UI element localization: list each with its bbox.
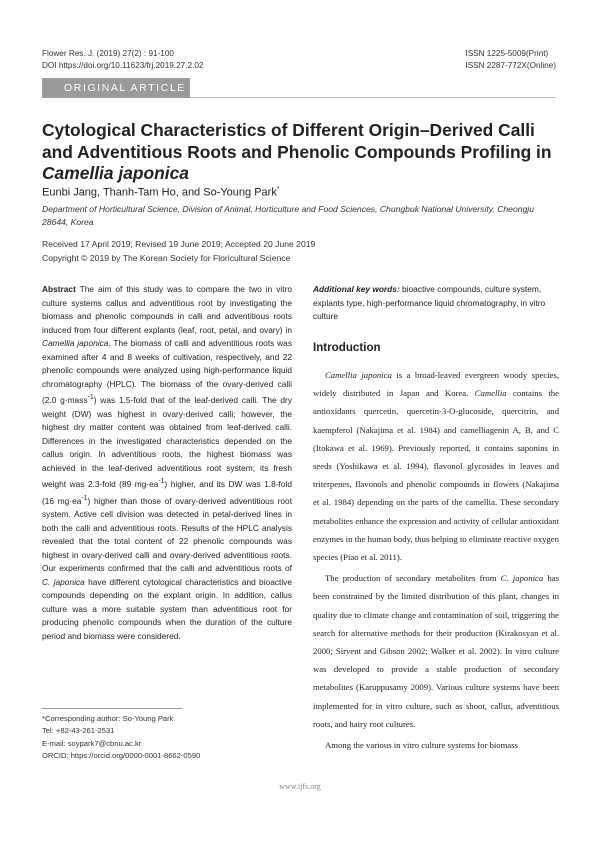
journal-citation: Flower Res. J. (2019) 27(2) : 91-100 — [42, 49, 174, 58]
abstract-text: ) higher, and its DW was 1.8-fold (16 mg·ea — [42, 479, 292, 506]
intro-text: is a broad-leaved evergreen woody species, widely distributed in Japan and Korea. — [313, 370, 559, 399]
intro-species: C. japonica — [500, 573, 544, 584]
intro-text: contains the antioxidants quercetin, quercetin-3-O-glucoside, quercitrin, and kaempferol (Nakajima et al. 1984) and camelliagenin A, B, and C (Itokawa et al. 1969). Previously reported, it contains saponins in seeds (Yoshikawa et al. 1994), flavonol glycosides in leaves and triterpenes, flavonols and phenolic compounds in flowers (Nakajima et al. 1984) depending on the parts of the camellia. These secondary metabolites enhance the expression and activity of cellular antioxidant enzymes in the human body, thus helping to eliminate reactive oxygen species (Piao et al. 2011). — [313, 388, 559, 563]
intro-paragraph — [313, 366, 559, 566]
abstract-superscript: -1 — [87, 394, 94, 402]
introduction-body — [313, 366, 559, 754]
key-words — [313, 283, 559, 324]
affiliation: Department of Horticultural Science, Division of Animal, Horticulture and Food Sciences, Chungbuk National University, Cheongju 28644, Korea — [42, 204, 534, 227]
intro-species: Camellia — [474, 388, 507, 399]
intro-species: Camellia japonica — [325, 370, 392, 380]
issn-print: ISSN 1225-5009(Print) — [465, 49, 549, 58]
journal-header — [42, 48, 203, 71]
key-words-label: Additional key words: — [313, 284, 400, 294]
abstract-label: Abstract — [42, 284, 76, 294]
received-revised-accepted: Received 17 April 2019; Revised 19 June 2019; Accepted 20 June 2019 — [42, 239, 316, 249]
abstract-text: . The biomass of calli and adventitious roots was examined after 4 and 8 weeks of cultivation, respectively, and 22 phenolic compounds were analyzed using high-performance liquid chromatography (HPLC). The biomass of the ovary-derived calli (2.0 g·mass — [42, 338, 292, 406]
key-words-text: bioactive compounds, culture system, explants type, high-performance liquid chromatography, in vitro culture — [313, 284, 546, 322]
abstract-superscript: -1 — [81, 494, 88, 502]
article-dates — [42, 238, 315, 265]
email[interactable]: E-mail: soypark7@cbnu.ac.kr — [42, 738, 142, 748]
intro-paragraph: Among the various in vitro culture systems for biomass — [325, 740, 519, 751]
paper-title — [42, 120, 562, 185]
author-names: Eunbi Jang, Thanh-Tam Ho, and So-Young Park — [42, 186, 277, 199]
abstract-text: have different cytological characteristics and bioactive compounds depending on the explant origin. In addition, callus culture was a more suitable system than adventitious root for producing phenolic compounds when the duration of the culture period and biomass were considered. — [42, 576, 292, 642]
corresponding-mark: * — [276, 186, 280, 193]
orcid[interactable]: ORCID: https://orcid.org/0000-0001-8662-0590 — [42, 750, 201, 760]
corresponding-author: *Corresponding author: So-Young Park — [42, 714, 174, 723]
introduction-heading: Introduction — [313, 341, 381, 354]
title-text: Cytological Characteristics of Different Origin–Derived Calli and Adventitious Roots and Phenolic Compounds Profiling in — [42, 120, 552, 162]
article-type-badge: ORIGINAL ARTICLE — [42, 78, 190, 98]
author-list — [42, 186, 280, 199]
intro-text: has been constrained by the limited distribution of this plant, changes in quality due to climate change and contamination of soil, triggering the search for alternative methods for their production (Kirakosyan et al. 2000; Sirvent and Gibson 2002; Walker et al. 2002). In vitro culture was developed to provide a stable production of secondary metabolites (Karuppusamy 2009). Various culture systems have been implemented for in vitro culture, such as shoot, callus, adventitious roots, and hairy root cultures. — [313, 573, 559, 729]
abstract-text: ) was 1.5-fold that of the leaf-derived calli. The dry weight (DW) was highest in ovary-derived calli; however, the highest dry matter content was obtained from leaf-derived calli. Differences in the investigated characteristics depended on the callus origin. In adventitious roots, the highest biomass was achieved in the leaf-derived adventitious root system; its fresh weight was 2.3-fold (89 mg·ea — [42, 395, 292, 490]
phone: Tel: +82-43-261-2531 — [42, 726, 115, 736]
title-species: Camellia japonica — [42, 163, 189, 183]
intro-paragraph — [313, 569, 559, 733]
footnote — [42, 713, 200, 762]
abstract-species: Camellia japonica — [42, 338, 109, 349]
header-divider — [190, 97, 556, 98]
abstract-text: The aim of this study was to compare the two in vitro culture systems callus and adventitious root by investigating the biomass and phenolic compounds in calli and adventitious roots induced from four different explants (leaf, root, petal, and ovary) in — [42, 284, 292, 335]
page-footer[interactable]: www.ijfs.org — [279, 782, 321, 791]
issn-block — [465, 48, 556, 71]
copyright: Copyright © 2019 by The Korean Society for Floricultural Science — [42, 252, 291, 263]
abstract-superscript: -1 — [158, 478, 165, 486]
abstract-species: C. japonica — [42, 576, 85, 587]
intro-text: The production of secondary metabolites from — [325, 573, 501, 584]
footnote-divider — [42, 708, 182, 709]
doi-link[interactable]: DOI https://doi.org/10.11623/frj.2019.27.2.02 — [42, 60, 204, 70]
abstract-text: ) higher than those of ovary-derived adventitious root system. Active cell division was detected in petal-derived lines in both the calli and adventitious roots. Results of the HPLC analysis revealed that the total content of 22 phenolic compounds was highest in ovary-derived calli and ovary-derived adventitious roots. Our experiments confirmed that the calli and adventitious roots of — [42, 495, 293, 574]
abstract — [42, 283, 292, 644]
issn-online: ISSN 2287-772X(Online) — [465, 60, 556, 70]
